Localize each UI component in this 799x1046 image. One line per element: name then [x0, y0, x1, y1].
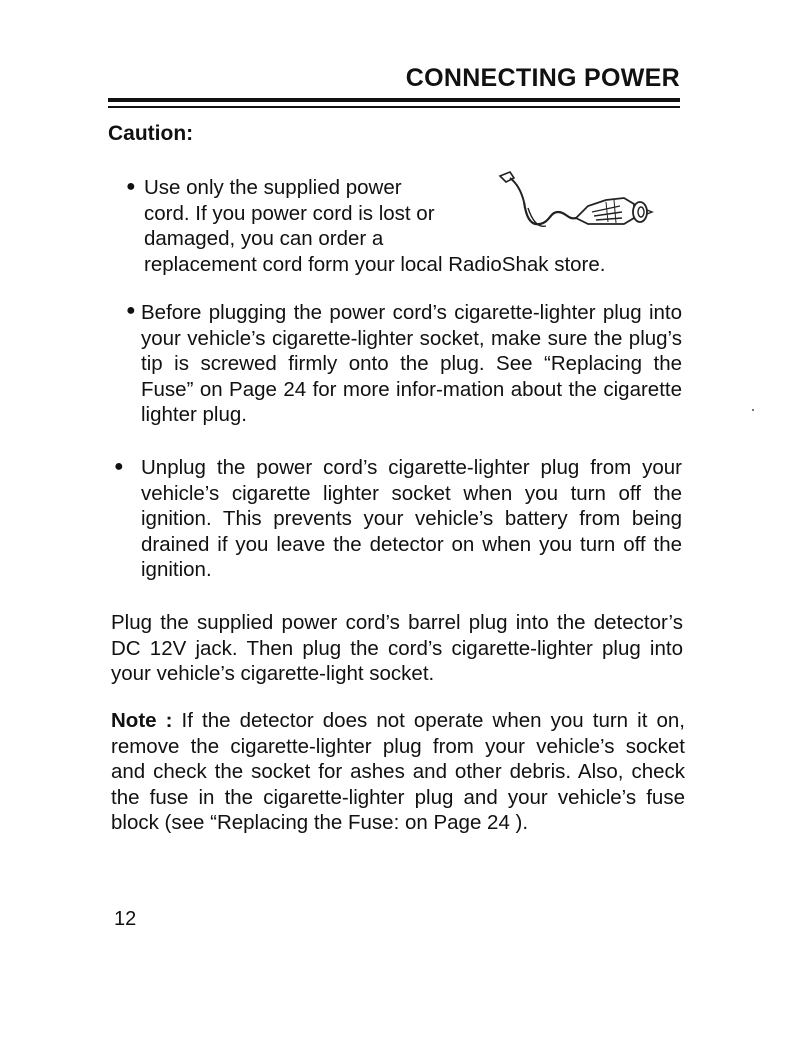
bullet-1-line: replacement cord form your local RadioShak store.: [144, 252, 606, 276]
power-cord-illustration-icon: [488, 168, 660, 244]
caution-heading: Caution:: [108, 122, 194, 145]
note-text: If the detector does not operate when you turn it on, remove the cigarette-lighter plug from your vehicle’s socket and check the socket for ashes and other debris. Also, check the fuse in the cigarette-lighter plug and your vehicle’s fuse block (see “Replacing the Fuse: on Page 24 ).: [111, 709, 685, 834]
scan-speck: [752, 409, 754, 411]
title-rule-thin: [108, 106, 680, 108]
bullet-1-line: Use only the supplied power: [144, 176, 402, 199]
bullet-1-line: cord. If you power cord is lost or: [144, 201, 435, 225]
body-paragraph: Plug the supplied power cord’s barrel plug into the detector’s DC 12V jack. Then plug the cord’s cigarette-lighter plug into your vehicle’s cigarette-light socket.: [111, 611, 683, 685]
note-label: Note :: [111, 709, 173, 732]
page-title: CONNECTING POWER: [405, 64, 680, 92]
page-number: 12: [114, 908, 137, 930]
bullet-icon: ●: [114, 458, 124, 475]
caution-bullet-3: Unplug the power cord’s cigarette-lighter plug from your vehicle’s cigarette lighter socket when you turn off the ignition. This prevents your vehicle’s battery from being drained if you leave the detector on when you turn off the ignition.: [141, 456, 682, 581]
bullet-icon: ●: [126, 178, 136, 195]
note-paragraph: [111, 708, 685, 836]
title-rule-thick: [108, 98, 680, 102]
bullet-icon: ●: [126, 302, 136, 319]
caution-bullet-2: Before plugging the power cord’s cigarette-lighter plug into your vehicle’s cigarette-lighter socket, make sure the plug’s tip is screwed firmly onto the plug. See “Replacing the Fuse” on Page 24 for more infor-mation about the cigarette lighter plug.: [141, 301, 682, 426]
bullet-1-line: damaged, you can order a: [144, 227, 384, 250]
